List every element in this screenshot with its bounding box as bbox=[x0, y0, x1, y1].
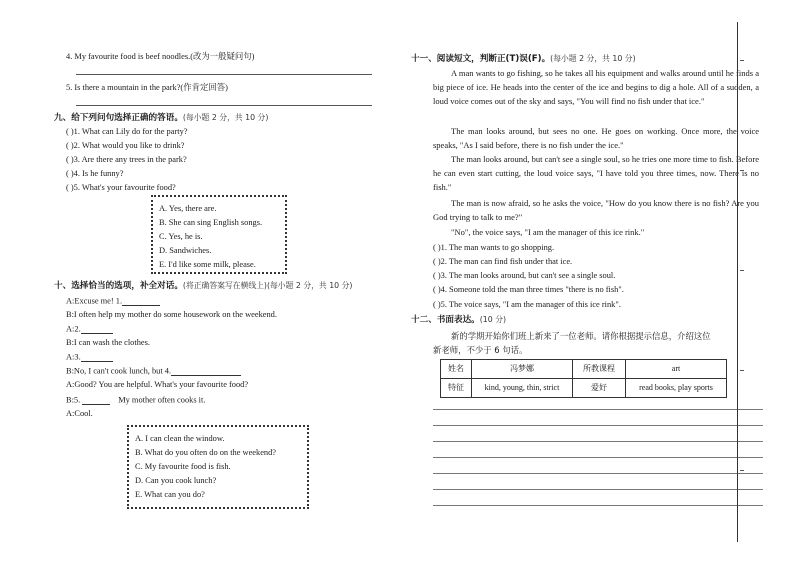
section-10-note: (将正确答案写在横线上)(每小题 2 分，共 10 分) bbox=[182, 281, 353, 290]
question-5: 5. Is there a mountain in the park?(作肯定回答) bbox=[66, 83, 228, 92]
sec11-question-3[interactable]: ( )3. The man looks around, but can't see a single soul. bbox=[433, 271, 616, 280]
dialogue-blank-2[interactable] bbox=[81, 325, 113, 334]
sec9-option-a: A. Yes, there are. bbox=[159, 204, 217, 213]
passage-paragraph-4-text: The man is now afraid, so he asks the voice, "How do you know there is no fish? Are you God trying to talk to me?" bbox=[433, 198, 759, 223]
passage-paragraph-1-text: A man wants to go fishing, so he takes all his equipment and walks around until he finds a big piece of ice. He heads into the center of the ice and begins to dig a hole. All of a sudden, a loud voice comes out of the sky and says, "You will find no fish under that ice." bbox=[433, 68, 759, 107]
composition-line[interactable] bbox=[433, 457, 763, 458]
sec9-option-c: C. Yes, he is. bbox=[159, 232, 203, 241]
section-11-note: (每小题 2 分，共 10 分) bbox=[550, 54, 636, 63]
writing-prompt-line-1: 新的学期开始你们班上新来了一位老师。请你根据提示信息，介绍这位 bbox=[451, 331, 711, 341]
section-9-title-text: 九、给下列问句选择正确的答语。 bbox=[54, 113, 183, 123]
sec9-question-1[interactable]: ( )1. What can Lily do for the party? bbox=[66, 127, 188, 136]
dialogue-line-9: A:Cool. bbox=[66, 409, 93, 418]
passage-paragraph-2 bbox=[433, 124, 759, 152]
writing-prompt-line-2: 新老师，不少于 6 句话。 bbox=[433, 345, 528, 355]
answer-line-4[interactable] bbox=[76, 74, 372, 75]
dialogue-line-3 bbox=[66, 325, 113, 334]
edge-tick bbox=[740, 470, 744, 471]
dialogue-blank-3[interactable] bbox=[81, 353, 113, 362]
passage-paragraph-5 bbox=[433, 225, 759, 239]
section-12-title-text: 十二、书面表达。 bbox=[411, 315, 480, 325]
sec9-question-4[interactable]: ( )4. Is he funny? bbox=[66, 169, 124, 178]
dialogue-blank-4[interactable] bbox=[171, 367, 241, 376]
dialogue-line-2: B:I often help my mother do some housework on the weekend. bbox=[66, 310, 277, 319]
table-row bbox=[441, 360, 727, 379]
sec10-option-d: D. Can you cook lunch? bbox=[135, 476, 217, 485]
passage-paragraph-3-text: The man looks around, but can't see a single soul, so he tries one more time to fish. Before he can even start cutting, the loud voice says, "I have told you three times, now. There is no fish." bbox=[433, 154, 759, 193]
section-11-title bbox=[411, 55, 636, 64]
dialogue-line-5-text: A:3. bbox=[66, 352, 81, 362]
question-4: 4. My favourite food is beef noodles.(改为一般疑问句) bbox=[66, 52, 255, 61]
sec10-option-c: C. My favourite food is fish. bbox=[135, 462, 231, 471]
dialogue-line-3-text: A:2. bbox=[66, 324, 81, 334]
edge-tick bbox=[740, 270, 744, 271]
composition-line[interactable] bbox=[433, 489, 763, 490]
section-11-title-text: 十一、阅读短文，判断正(T)误(F)。 bbox=[411, 54, 551, 64]
binding-edge-line bbox=[737, 22, 738, 542]
table-cell-subject: art bbox=[626, 360, 727, 379]
table-cell-label-name: 姓名 bbox=[441, 360, 472, 379]
composition-line[interactable] bbox=[433, 425, 763, 426]
sec9-option-d: D. Sandwiches. bbox=[159, 246, 212, 255]
dialogue-blank-1[interactable] bbox=[122, 297, 160, 306]
dialogue-line-1-text: A:Excuse me! 1. bbox=[66, 296, 123, 306]
dialogue-line-6-text: B:No, I can't cook lunch, but 4. bbox=[66, 366, 172, 376]
passage-paragraph-1 bbox=[433, 66, 759, 109]
sec10-option-a: A. I can clean the window. bbox=[135, 434, 225, 443]
dialogue-line-8-tail: My mother often cooks it. bbox=[118, 395, 206, 405]
composition-line[interactable] bbox=[433, 473, 763, 474]
section-9-title bbox=[54, 114, 268, 123]
sec10-option-e: E. What can you do? bbox=[135, 490, 205, 499]
dialogue-line-4: B:I can wash the clothes. bbox=[66, 338, 150, 347]
dialogue-line-8-text: B:5. bbox=[66, 395, 81, 405]
table-cell-label-subject: 所教课程 bbox=[573, 360, 626, 379]
dialogue-line-5 bbox=[66, 353, 113, 362]
sec9-option-b: B. She can sing English songs. bbox=[159, 218, 263, 227]
sec9-question-3[interactable]: ( )3. Are there any trees in the park? bbox=[66, 155, 187, 164]
composition-line[interactable] bbox=[433, 505, 763, 506]
edge-tick bbox=[740, 60, 744, 61]
table-row bbox=[441, 379, 727, 398]
sec9-options-box bbox=[151, 195, 287, 274]
dialogue-line-6 bbox=[66, 367, 241, 376]
dialogue-line-8 bbox=[66, 396, 205, 405]
sec11-question-2[interactable]: ( )2. The man can find fish under that ice. bbox=[433, 257, 573, 266]
edge-tick bbox=[740, 170, 744, 171]
table-cell-name: 冯梦娜 bbox=[472, 360, 573, 379]
dialogue-line-1 bbox=[66, 297, 160, 306]
sec10-option-b: B. What do you often do on the weekend? bbox=[135, 448, 277, 457]
composition-line[interactable] bbox=[433, 441, 763, 442]
sec9-question-2[interactable]: ( )2. What would you like to drink? bbox=[66, 141, 185, 150]
section-9-note: (每小题 2 分，共 10 分) bbox=[182, 113, 269, 122]
section-12-note: (10 分) bbox=[479, 315, 507, 324]
table-cell-label-traits: 特征 bbox=[441, 379, 472, 398]
sec10-options-box bbox=[127, 425, 309, 509]
passage-paragraph-4 bbox=[433, 196, 759, 224]
edge-tick bbox=[740, 370, 744, 371]
teacher-info-table bbox=[440, 359, 727, 398]
sec11-question-1[interactable]: ( )1. The man wants to go shopping. bbox=[433, 243, 555, 252]
table-cell-hobby: read books, play sports bbox=[626, 379, 727, 398]
sec9-question-5[interactable]: ( )5. What's your favourite food? bbox=[66, 183, 176, 192]
table-cell-label-hobby: 爱好 bbox=[573, 379, 626, 398]
sec9-option-e: E. I'd like some milk, please. bbox=[159, 260, 256, 269]
section-10-title-text: 十、选择恰当的选项，补全对话。 bbox=[54, 281, 183, 291]
passage-paragraph-5-text: "No", the voice says, "I am the manager of this ice rink." bbox=[451, 227, 645, 237]
sec11-question-4[interactable]: ( )4. Someone told the man three times "there is no fish". bbox=[433, 285, 624, 294]
dialogue-line-7: A:Good? You are helpful. What's your favourite food? bbox=[66, 380, 249, 389]
dialogue-blank-5[interactable] bbox=[82, 396, 110, 405]
passage-paragraph-3 bbox=[433, 152, 759, 195]
section-12-title bbox=[411, 316, 506, 325]
section-10-title bbox=[54, 282, 352, 291]
table-cell-traits: kind, young, thin, strict bbox=[472, 379, 573, 398]
composition-line[interactable] bbox=[433, 409, 763, 410]
answer-line-5[interactable] bbox=[76, 105, 372, 106]
passage-paragraph-2-text: The man looks around, but sees no one. He goes on working. Once more, the voice speaks, "As I said before, there is no fish under the ice." bbox=[433, 126, 759, 151]
sec11-question-5[interactable]: ( )5. The voice says, "I am the manager of this ice rink". bbox=[433, 300, 621, 309]
